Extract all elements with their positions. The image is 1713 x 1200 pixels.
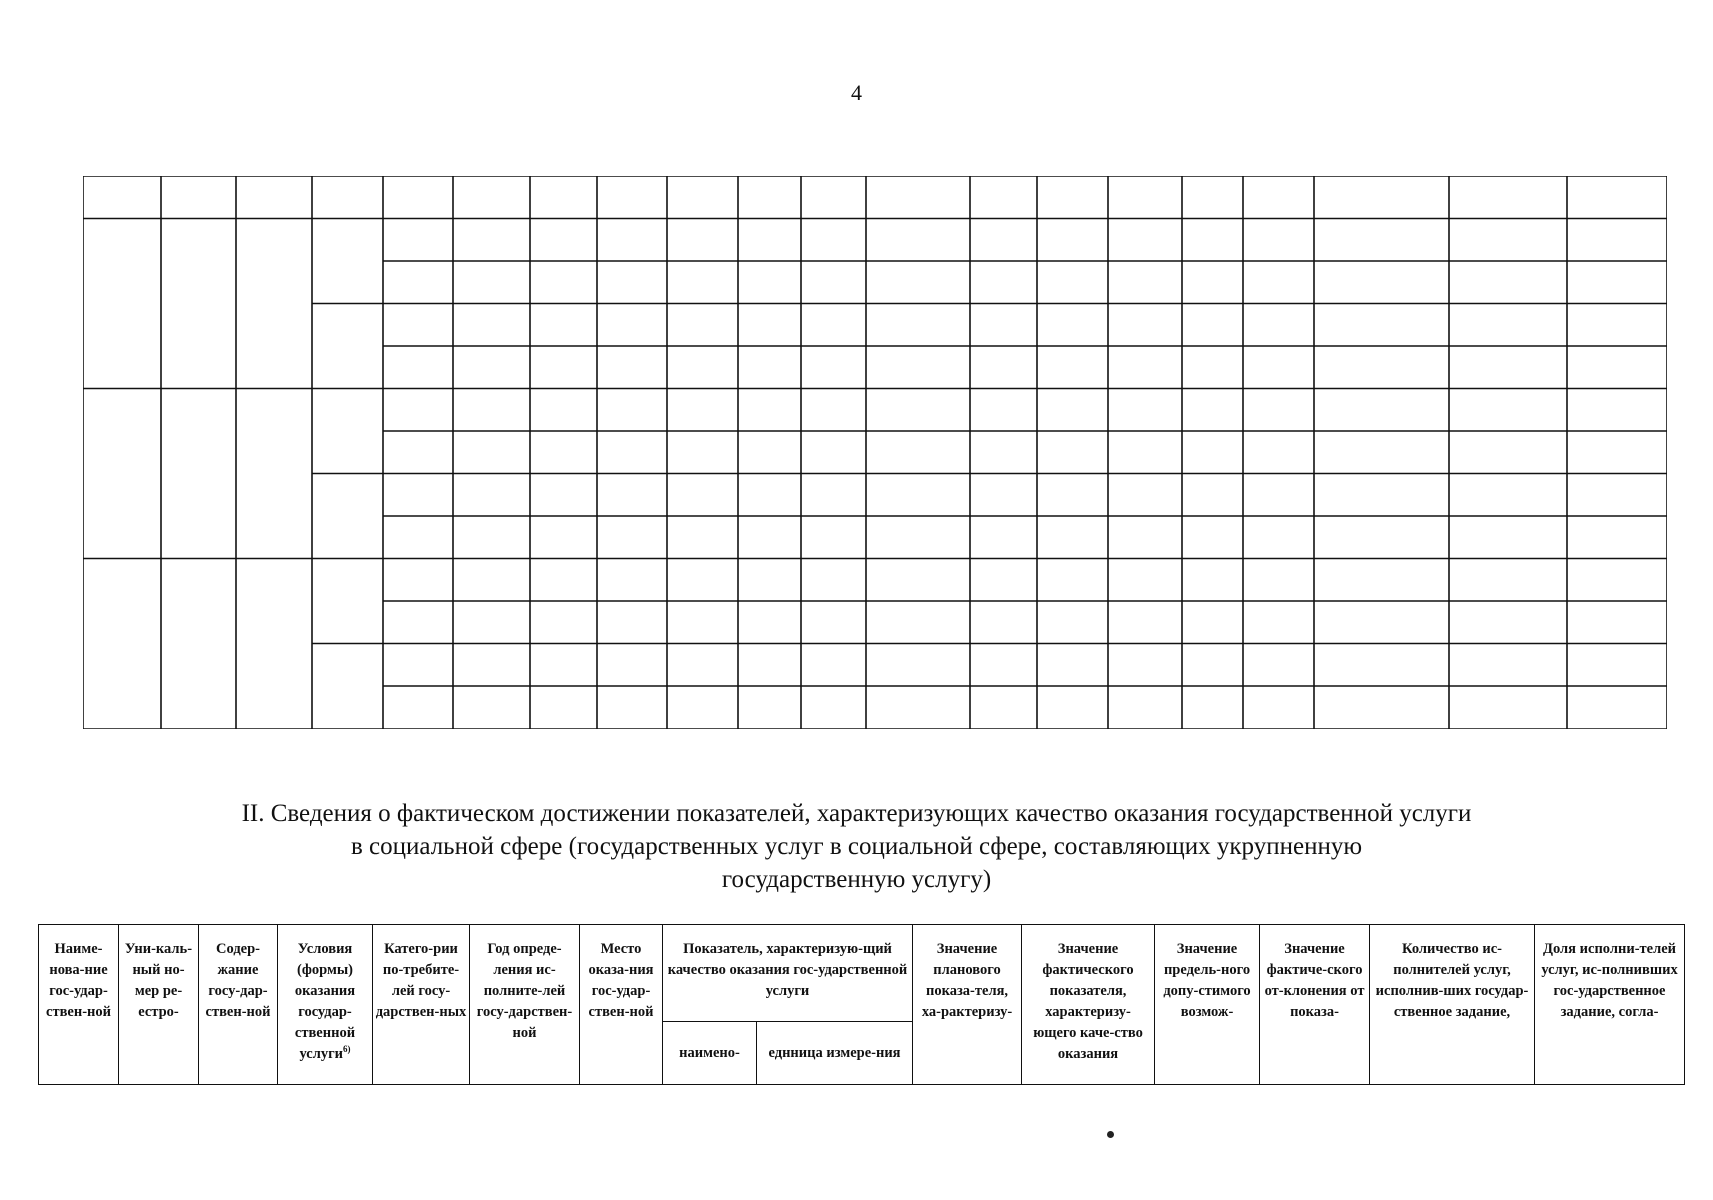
header-cell-actual-value: Значение фактического показателя, характеризу-ющего каче-ство оказания bbox=[1022, 925, 1155, 1085]
header-cell-service-content: Содер-жание госу-дар-ствен-ной bbox=[199, 925, 278, 1085]
section-heading bbox=[100, 797, 1613, 896]
section-heading-line-1: II. Сведения о фактическом достижении показателей, характеризующих качество оказания государственной услуги bbox=[241, 800, 1472, 827]
header-cell-consumer-categories: Катего-рии по-требите-лей госу-дарствен-ных bbox=[373, 925, 470, 1085]
header-cell-indicator-unit: еднница измере-ния bbox=[757, 1022, 913, 1085]
header-cell-service-location: Место оказа-ния гос-удар-ствен-ной bbox=[580, 925, 663, 1085]
section-heading-line-2: в социальной сфере (государственных услуг в социальной сфере, составляющих укрупненную bbox=[350, 833, 1363, 860]
header-cell-service-conditions: Условия (формы) оказания государ-ственной услуги$^{6)}$ bbox=[278, 925, 373, 1085]
header-cell-registry-number: Уни-каль-ный но-мер ре-естро- bbox=[119, 925, 199, 1085]
header-cell-indicator-name: наимено- bbox=[663, 1022, 757, 1085]
header-cell-selection-year: Год опреде-ления ис-полните-лей госу-дарствен-ной bbox=[470, 925, 580, 1085]
empty-data-grid bbox=[83, 176, 1667, 729]
scan-dot bbox=[1107, 1131, 1114, 1138]
section-heading-line-3: государственную услугу) bbox=[721, 866, 992, 893]
header-cell-max-deviation: Значение предель-ного допу-стимого возмож- bbox=[1155, 925, 1260, 1085]
header-cell-service-name: Наиме-нова-ние гос-удар-ствен-ной bbox=[39, 925, 119, 1085]
header-cell-quality-indicator-group: Показатель, характеризую-щий качество оказания гос-ударственной услуги bbox=[663, 925, 913, 1022]
quality-indicators-header-table bbox=[38, 924, 1685, 1085]
header-cell-performers-count: Количество ис-полнителей услуг, исполнив-ших государ-ственное задание, bbox=[1370, 925, 1535, 1085]
header-cell-performers-share: Доля исполни-телей услуг, ис-полнивших гос-ударственное задание, согла- bbox=[1535, 925, 1685, 1085]
header-cell-planned-value: Значение планового показа-теля, ха-рактеризу- bbox=[913, 925, 1022, 1085]
page-number: 4 bbox=[851, 80, 862, 105]
header-cell-actual-deviation: Значение фактиче-ского от-клонения от показа- bbox=[1260, 925, 1370, 1085]
